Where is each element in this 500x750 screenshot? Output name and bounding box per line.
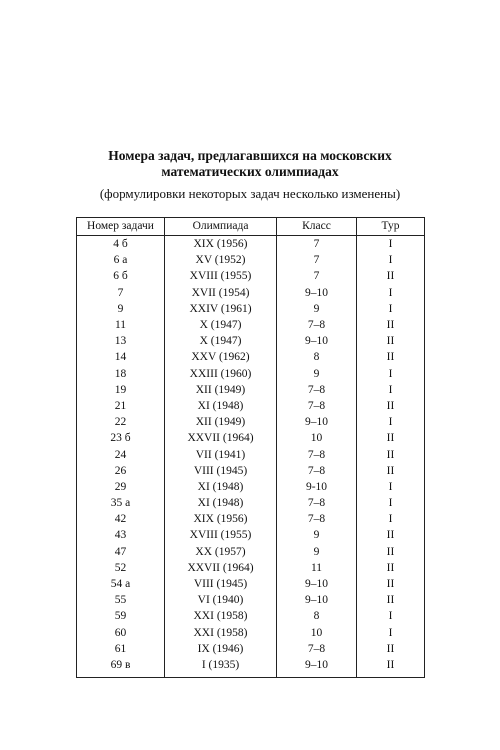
table-row bbox=[77, 560, 425, 576]
table-row bbox=[77, 382, 425, 398]
cell-task-number: 6 а bbox=[113, 254, 128, 267]
cell-round: II bbox=[357, 398, 425, 414]
header-grade: Класс bbox=[277, 218, 357, 236]
table-row bbox=[77, 576, 425, 592]
table-row bbox=[77, 236, 425, 253]
cell-grade: 9 bbox=[277, 544, 357, 560]
cell-task-number: 69 в bbox=[110, 658, 131, 671]
page-title-line-2: математических олимпиадах bbox=[161, 164, 339, 179]
cell-grade: 9 bbox=[277, 527, 357, 543]
cell-grade: 7 bbox=[277, 236, 357, 253]
cell-grade: 9–10 bbox=[277, 592, 357, 608]
cell-round: II bbox=[357, 268, 425, 284]
cell-task-number: 22 bbox=[114, 416, 127, 429]
table-row bbox=[77, 414, 425, 430]
cell-grade: 8 bbox=[277, 349, 357, 365]
cell-task-number: 9 bbox=[117, 302, 124, 315]
cell-olympiad: XIX (1956) bbox=[165, 236, 277, 253]
cell-olympiad: XXIV (1961) bbox=[165, 301, 277, 317]
cell-task-number: 26 bbox=[114, 464, 127, 477]
cell-olympiad: IX (1946) bbox=[165, 641, 277, 657]
olympiad-tasks-table bbox=[76, 217, 425, 678]
cell-task-number: 4 б bbox=[113, 238, 128, 251]
table-row bbox=[77, 657, 425, 678]
cell-round: II bbox=[357, 446, 425, 462]
cell-grade: 10 bbox=[277, 430, 357, 446]
table-row bbox=[77, 592, 425, 608]
table-header-row bbox=[77, 218, 425, 236]
cell-olympiad: XXVII (1964) bbox=[165, 560, 277, 576]
cell-grade: 7–8 bbox=[277, 317, 357, 333]
cell-olympiad: VIII (1945) bbox=[165, 463, 277, 479]
cell-olympiad: XXVII (1964) bbox=[165, 430, 277, 446]
cell-grade: 9–10 bbox=[277, 285, 357, 301]
cell-task-number: 61 bbox=[114, 642, 127, 655]
cell-grade: 9 bbox=[277, 366, 357, 382]
cell-olympiad: XII (1949) bbox=[165, 414, 277, 430]
header-task-number: Номер задачи bbox=[77, 218, 165, 236]
cell-olympiad: X (1947) bbox=[165, 317, 277, 333]
table-row bbox=[77, 479, 425, 495]
cell-grade: 9–10 bbox=[277, 576, 357, 592]
cell-grade: 7–8 bbox=[277, 463, 357, 479]
cell-task-number: 55 bbox=[114, 594, 127, 607]
table-row bbox=[77, 544, 425, 560]
cell-olympiad: XVIII (1955) bbox=[165, 527, 277, 543]
table-row bbox=[77, 641, 425, 657]
table-row bbox=[77, 463, 425, 479]
cell-task-number: 54 а bbox=[110, 578, 131, 591]
cell-grade: 9-10 bbox=[277, 479, 357, 495]
cell-olympiad: XII (1949) bbox=[165, 382, 277, 398]
cell-olympiad: XXI (1958) bbox=[165, 608, 277, 624]
cell-grade: 11 bbox=[277, 560, 357, 576]
table-row bbox=[77, 527, 425, 543]
cell-task-number: 23 б bbox=[110, 432, 131, 445]
cell-task-number: 19 bbox=[114, 383, 127, 396]
cell-task-number: 18 bbox=[114, 367, 127, 380]
cell-grade: 9 bbox=[277, 301, 357, 317]
cell-task-number: 59 bbox=[114, 610, 127, 623]
cell-round: I bbox=[357, 366, 425, 382]
table-body bbox=[77, 236, 425, 678]
cell-olympiad: XIX (1956) bbox=[165, 511, 277, 527]
cell-round: I bbox=[357, 479, 425, 495]
table-row bbox=[77, 349, 425, 365]
cell-round: II bbox=[357, 560, 425, 576]
table-row bbox=[77, 301, 425, 317]
cell-grade: 9–10 bbox=[277, 657, 357, 678]
cell-grade: 8 bbox=[277, 608, 357, 624]
cell-round: I bbox=[357, 625, 425, 641]
cell-olympiad: VI (1940) bbox=[165, 592, 277, 608]
table-row bbox=[77, 317, 425, 333]
cell-grade: 7 bbox=[277, 252, 357, 268]
header-olympiad: Олимпиада bbox=[165, 218, 277, 236]
cell-task-number: 13 bbox=[114, 335, 127, 348]
cell-round: I bbox=[357, 285, 425, 301]
cell-round: II bbox=[357, 349, 425, 365]
cell-round: II bbox=[357, 657, 425, 678]
cell-task-number: 52 bbox=[114, 561, 127, 574]
cell-round: II bbox=[357, 592, 425, 608]
header-round: Тур bbox=[357, 218, 425, 236]
cell-task-number: 29 bbox=[114, 480, 127, 493]
cell-round: II bbox=[357, 333, 425, 349]
page-title-line-1: Номера задач, предлагавшихся на московских bbox=[108, 148, 392, 163]
table-row bbox=[77, 625, 425, 641]
table-row bbox=[77, 285, 425, 301]
cell-olympiad: X (1947) bbox=[165, 333, 277, 349]
cell-round: I bbox=[357, 252, 425, 268]
page-subtitle: (формулировки некоторых задач несколько изменены) bbox=[99, 186, 401, 201]
cell-grade: 7–8 bbox=[277, 382, 357, 398]
cell-olympiad: XX (1957) bbox=[165, 544, 277, 560]
cell-olympiad: XXV (1962) bbox=[165, 349, 277, 365]
cell-round: II bbox=[357, 641, 425, 657]
cell-task-number: 35 а bbox=[110, 497, 131, 510]
table-row bbox=[77, 366, 425, 382]
cell-task-number: 14 bbox=[114, 351, 127, 364]
cell-olympiad: XXI (1958) bbox=[165, 625, 277, 641]
cell-grade: 10 bbox=[277, 625, 357, 641]
cell-grade: 9–10 bbox=[277, 414, 357, 430]
cell-round: I bbox=[357, 495, 425, 511]
cell-task-number: 7 bbox=[117, 286, 124, 299]
cell-round: II bbox=[357, 576, 425, 592]
cell-task-number: 47 bbox=[114, 545, 127, 558]
cell-grade: 7–8 bbox=[277, 446, 357, 462]
cell-task-number: 43 bbox=[114, 529, 127, 542]
cell-round: II bbox=[357, 317, 425, 333]
cell-olympiad: XV (1952) bbox=[165, 252, 277, 268]
cell-task-number: 42 bbox=[114, 513, 127, 526]
table-row bbox=[77, 398, 425, 414]
cell-round: I bbox=[357, 301, 425, 317]
cell-task-number: 24 bbox=[114, 448, 127, 461]
table-row bbox=[77, 608, 425, 624]
cell-olympiad: I (1935) bbox=[165, 657, 277, 678]
cell-round: I bbox=[357, 608, 425, 624]
cell-round: II bbox=[357, 527, 425, 543]
cell-grade: 9–10 bbox=[277, 333, 357, 349]
cell-grade: 7–8 bbox=[277, 511, 357, 527]
cell-grade: 7–8 bbox=[277, 398, 357, 414]
cell-olympiad: XI (1948) bbox=[165, 479, 277, 495]
cell-task-number: 60 bbox=[114, 626, 127, 639]
cell-grade: 7 bbox=[277, 268, 357, 284]
cell-round: II bbox=[357, 463, 425, 479]
table-row bbox=[77, 430, 425, 446]
cell-olympiad: XVIII (1955) bbox=[165, 268, 277, 284]
cell-grade: 7–8 bbox=[277, 495, 357, 511]
cell-task-number: 11 bbox=[114, 319, 127, 332]
cell-round: II bbox=[357, 544, 425, 560]
cell-round: I bbox=[357, 511, 425, 527]
table-row bbox=[77, 333, 425, 349]
table-row bbox=[77, 511, 425, 527]
cell-olympiad: VII (1941) bbox=[165, 446, 277, 462]
cell-olympiad: XI (1948) bbox=[165, 398, 277, 414]
cell-round: I bbox=[357, 414, 425, 430]
table-row bbox=[77, 268, 425, 284]
cell-round: II bbox=[357, 430, 425, 446]
cell-olympiad: XXIII (1960) bbox=[165, 366, 277, 382]
table-row bbox=[77, 252, 425, 268]
table-row bbox=[77, 495, 425, 511]
cell-grade: 7–8 bbox=[277, 641, 357, 657]
cell-task-number: 21 bbox=[114, 399, 127, 412]
cell-task-number: 6 б bbox=[113, 270, 128, 283]
cell-round: I bbox=[357, 236, 425, 253]
cell-olympiad: XVII (1954) bbox=[165, 285, 277, 301]
cell-round: I bbox=[357, 382, 425, 398]
table-row bbox=[77, 446, 425, 462]
cell-olympiad: XI (1948) bbox=[165, 495, 277, 511]
cell-olympiad: VIII (1945) bbox=[165, 576, 277, 592]
